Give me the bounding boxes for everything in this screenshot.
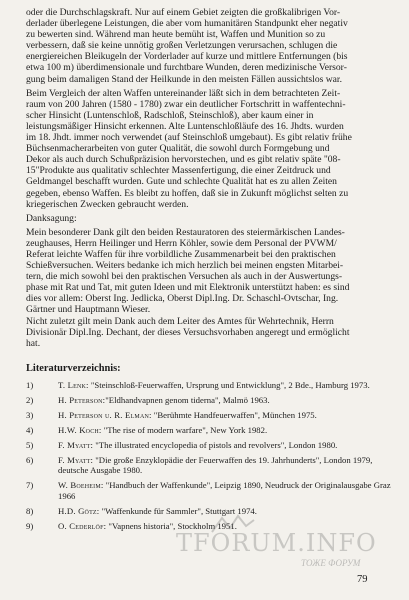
reference-author: F. Myatt: xyxy=(58,454,94,465)
text-line: Schießversuchen. Weiters bedanke ich mich herzlich bei meinen engsten Mitarbei- xyxy=(26,260,344,272)
reference-item xyxy=(26,425,392,435)
paragraph-danksagung-heading xyxy=(26,213,392,224)
reference-item xyxy=(26,410,392,420)
watermark-subtitle: ТОЖЕ ФОРУМ xyxy=(301,558,361,568)
text-line: im 18. Jhdt. immer noch verwendet (auf Steinschloß umgebaut). Es gibt relativ frühe xyxy=(26,132,352,144)
text-line: gung beim damaligen Stand der Heilkunde in den meisten Fällen aussichtslos war. xyxy=(26,73,342,85)
text-line: dies vor allem: Oberst Ing. Jedlicka, Oberst Dipl.Ing. Dr. Schaschl-Ovtschar, Ing. xyxy=(26,293,339,305)
text-line: hat. xyxy=(26,337,41,349)
text-line: scher Hinsicht (Luntenschloß, Radschloß, Steinschloß), aber kaum einer in xyxy=(26,109,314,121)
reference-item xyxy=(26,440,392,450)
reference-text: "Berühmte Handfeuerwaffen", München 1975. xyxy=(151,409,317,420)
reference-author: H.D. Götz: xyxy=(58,505,100,516)
paragraph-conclusion xyxy=(26,7,392,85)
text-line: etwa 100 m) überdimensionale und furchtbare Wunden, deren medizinische Versor- xyxy=(26,62,347,74)
reference-text: "Steinschloß-Feuerwaffen, Ursprung und Entwicklung", 2 Bde., Hamburg 1973. xyxy=(88,379,370,390)
text-line: energiereichen Bleikugeln der Vorderlader auf kurze und mittlere Entfernungen (bis xyxy=(26,51,348,63)
paragraph-comparison xyxy=(26,88,392,210)
reference-item xyxy=(26,455,392,476)
references-list xyxy=(26,380,392,531)
reference-author: H. Peterson u. R. Elman: xyxy=(58,409,152,420)
reference-text: "The illustrated encyclopedia of pistols and revolvers", London 1980. xyxy=(93,439,338,450)
reference-number: 9) xyxy=(26,520,34,531)
text-line: Divisionär Dipl.Ing. Dechant, der dieses Versuchsvorhaben angeregt und ermöglicht xyxy=(26,326,350,338)
text-line: zu bewerten sind. Während man heute bemüht ist, Waffen und Munition so zu xyxy=(26,29,326,41)
reference-text: "The rise of modern warfare", New York 1982. xyxy=(101,424,268,435)
reference-number: 1) xyxy=(26,379,34,390)
reference-item xyxy=(26,506,392,516)
text-line: derlader überlegene Leistungen, die aber vom humanitären Standpunkt eher negativ xyxy=(26,18,348,30)
text-line: gegeben, ebenso Waffen. Es bleibt zu hoffen, daß sie in Zukunft möglichst selten zu xyxy=(26,187,349,199)
references-title: Literaturverzeichnis: xyxy=(26,362,121,374)
section-heading: Danksagung: xyxy=(26,212,77,224)
text-line: 15"Produkte aus qualitativ schlechter Massenfertigung, die einer Zeitdruck und xyxy=(26,165,331,177)
text-line: Beim Vergleich der alten Waffen untereinander läßt sich in dem betrachteten Zeit- xyxy=(26,87,341,99)
reference-text: "Eldhandvapnen genom tiderna", Malmö 1963. xyxy=(105,394,270,405)
reference-author: W. Boeheim: xyxy=(58,480,104,491)
reference-author: O. Cederlöf: xyxy=(58,520,107,531)
reference-author: T. Lenk: xyxy=(58,379,89,390)
text-line: Geldmangel beschafft wurden. Gute und schlechte Qualität hat es zu allen Zeiten xyxy=(26,176,337,188)
reference-number: 4) xyxy=(26,424,34,435)
paragraph-acknowledgements xyxy=(26,227,392,349)
text-line: zeughauses, Herrn Heilinger und Herrn Köhler, sowie dem Personal der PVWM/ xyxy=(26,237,337,249)
text-line: tern, die mich sowohl bei den praktischen Versuchen als auch in der Auswertungs- xyxy=(26,271,343,283)
text-line: Dekor als auch durch Schußpräzision hervorstechen, und es gibt relativ späte "08- xyxy=(26,154,341,166)
reference-author: H.W. Koch: xyxy=(58,424,102,435)
text-line: oder die Durchschlagskraft. Nur auf einem Gebiet zeigten die großkalibrigen Vor- xyxy=(26,7,341,18)
text-line: verbessern, daß sie keine unnötig großen Verletzungen verursachen, schlugen die xyxy=(26,40,338,52)
text-line: leistungsmäßiger Hinsicht erkennen. Alte Luntenschloßläufe des 16. Jhdts. wurden xyxy=(26,120,344,132)
text-line: Nicht zuletzt gilt mein Dank auch dem Leiter des Amtes für Wehrtechnik, Herrn xyxy=(26,315,334,327)
reference-number: 5) xyxy=(26,439,34,450)
reference-author: F. Myatt: xyxy=(58,439,94,450)
reference-item xyxy=(26,395,392,405)
watermark-text: TFORUM.INFO xyxy=(176,529,377,557)
reference-item xyxy=(26,380,392,390)
reference-number: 2) xyxy=(26,394,34,405)
text-line: kriegerischen Zwecken gebraucht werden. xyxy=(26,198,189,210)
reference-item xyxy=(26,480,392,501)
reference-text: "Vapnens historia", Stockholm 1951. xyxy=(106,520,237,531)
text-line: Gärtner und Hauptmann Wieser. xyxy=(26,304,151,316)
reference-author: H. Peterson: xyxy=(58,394,106,405)
document-page xyxy=(26,7,392,536)
text-line: phase mit Rat und Tat, mit guten Ideen und mit Elektronik unterstützt haben: es sind xyxy=(26,282,350,294)
reference-number: 3) xyxy=(26,409,34,420)
reference-text: "Die große Enzyklopädie der Feuerwaffen des 19. Jahrhunderts", London 1979, deutsche Ausgabe 1980. xyxy=(58,454,373,476)
reference-text: "Handbuch der Waffenkunde", Leipzig 1890, Neudruck der Originalausgabe Graz 1966 xyxy=(58,480,391,501)
reference-number: 7) xyxy=(26,480,34,491)
text-line: Mein besonderer Dank gilt den beiden Restauratoren des steiermärkischen Landes- xyxy=(26,226,345,238)
text-line: raum von 200 Jahren (1580 - 1780) zwar ein deutlicher Fortschritt in waffentechni- xyxy=(26,98,346,110)
reference-number: 6) xyxy=(26,454,34,465)
reference-text: "Waffenkunde für Sammler", Stuttgart 1974. xyxy=(99,505,257,516)
page-number: 79 xyxy=(357,574,368,585)
text-line: Büchsenmacherarbeiten von guter Qualität, die sowohl durch Formgebung und xyxy=(26,143,330,155)
reference-number: 8) xyxy=(26,505,34,516)
text-line: Referat leichte Waffen für ihre vorbildliche Zusammenarbeit bei den praktischen xyxy=(26,248,336,260)
